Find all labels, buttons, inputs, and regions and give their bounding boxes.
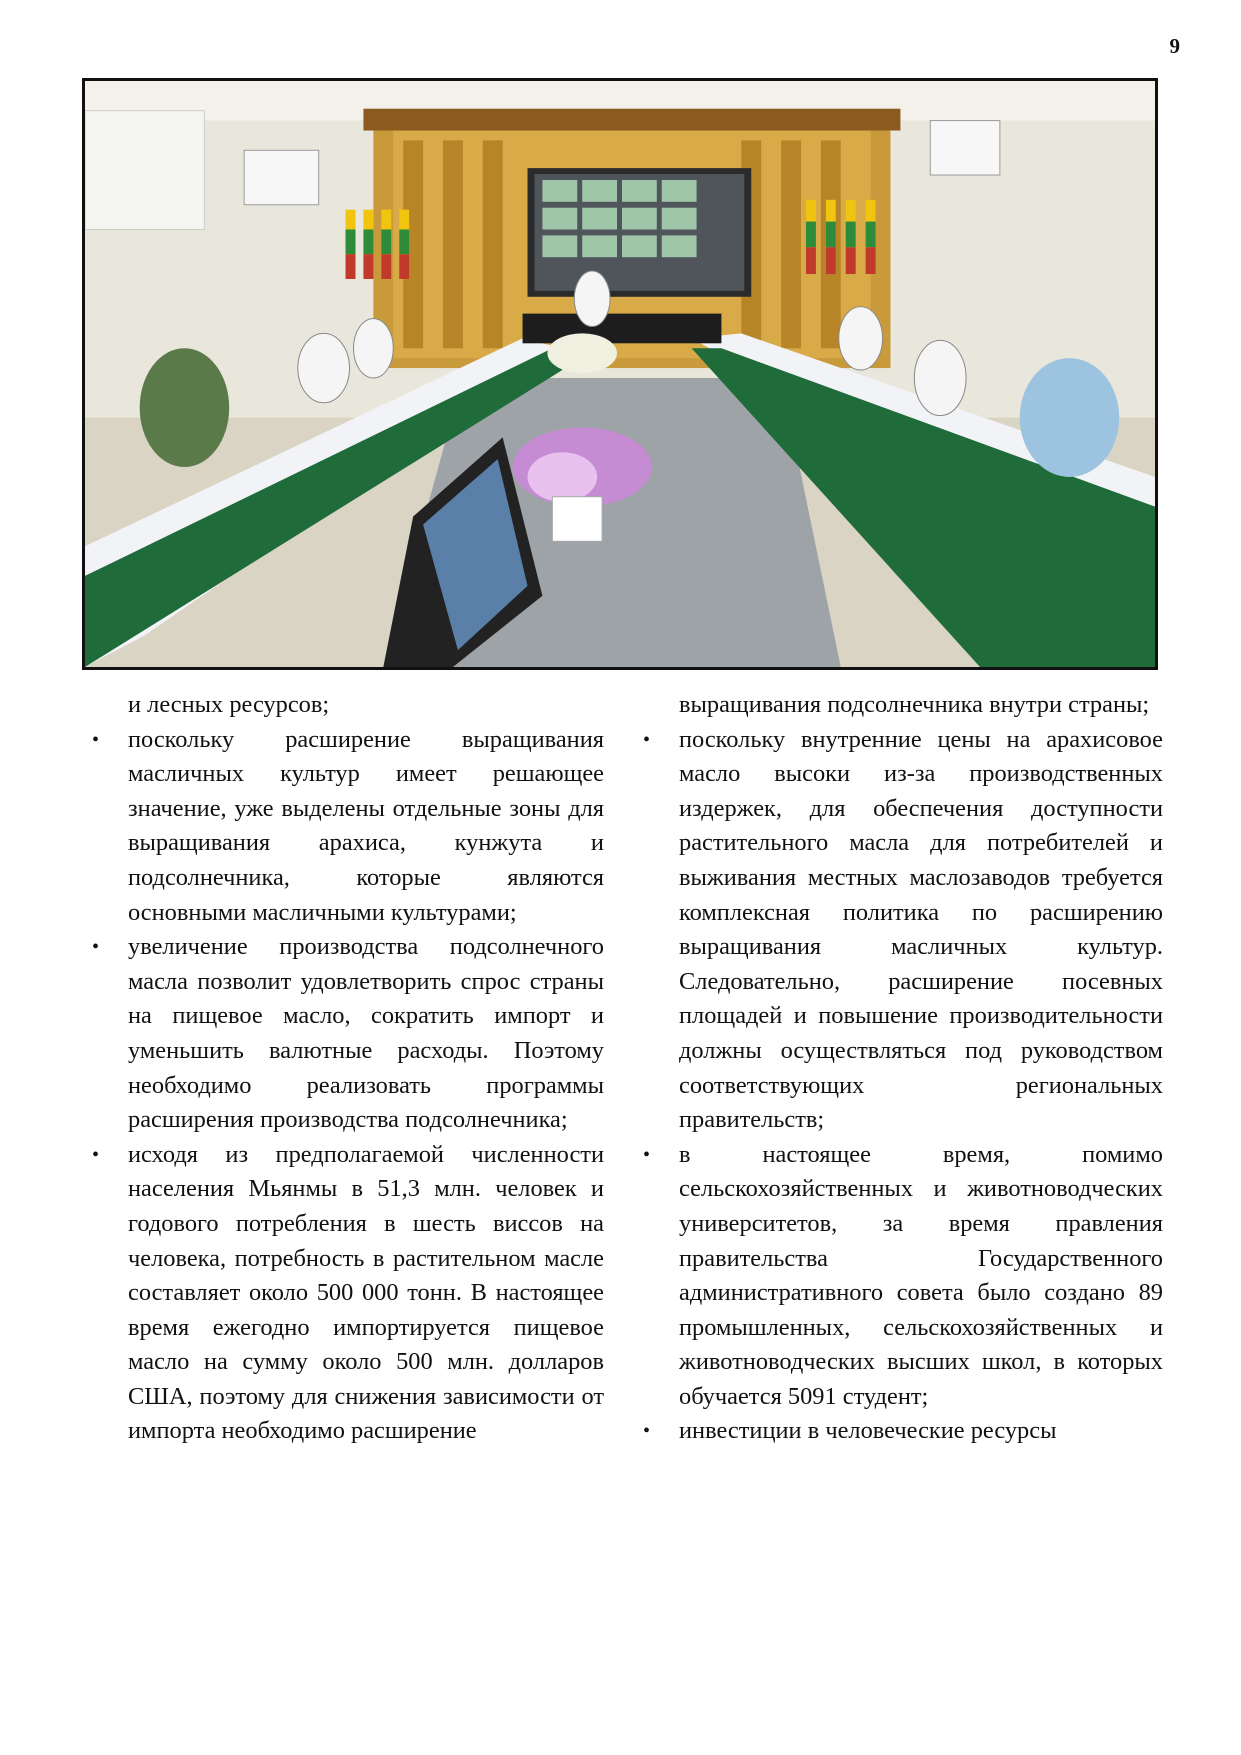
list-item [92,930,604,1138]
page-number: 9 [1169,34,1180,58]
list-item [643,723,1163,1138]
list-item [92,1138,604,1449]
list-item-text: исходя из предполагаемой численности населения Мьянмы в 51,3 млн. человек и годового потребления в шесть виссов на человека, потребность в растительном масле составляет около 500 000 тонн. В настоящее время ежегодно импортируется пищевое масло на сумму около 500 млн. долларов США, поэтому для снижения зависимости от импорта необходимо расширение [128,1140,604,1445]
bullet-icon: • [643,1420,651,1443]
left-text-column [92,688,604,1449]
bullet-icon: • [643,728,651,751]
bullet-icon: • [92,936,100,959]
list-item-text: поскольку расширение выращивания масличных культур имеет решающее значение, уже выделены отдельные зоны для выращивания арахиса, кунжута и подсолнечника, которые являются основными масличными культурами; [128,725,604,926]
list-item-text: и лесных ресурсов; [128,691,330,718]
list-item [643,1138,1163,1415]
list-item-text: поскольку внутренние цены на арахисовое масло высоки из-за производственных издержек, для обеспечения доступности растительного масла для потребителей и выживания местных маслозаводов требуется комплексная политика по расширению выращивания масличных культур. Следовательно, расширение посевных площадей и повышение производительности должны осуществляться под руководством соответствующих региональных правительств; [679,725,1163,1134]
list-item [643,688,1163,723]
list-item [92,723,604,931]
list-item-text: инвестиции в человеческие ресурсы [679,1417,1057,1445]
meeting-room-photo [82,78,1158,670]
meeting-photo-illustration [85,81,1155,667]
right-text-column [643,688,1163,1449]
list-item-text: увеличение производства подсолнечного масла позволит удовлетворить спрос страны на пищевое масло, сократить импорт и уменьшить валютные расходы. Поэтому необходимо реализовать программы расширения производства подсолнечника; [128,933,604,1134]
list-item-text: в настоящее время, помимо сельскохозяйственных и животноводческих университетов, за время правления правительства Государственного административного совета было создано 89 промышленных, сельскохозяйственных и животноводческих высших школ, в которых обучается 5091 студент; [679,1140,1163,1410]
list-item [643,1414,1163,1449]
bullet-icon: • [92,1143,100,1166]
bullet-icon: • [643,1143,651,1166]
bullet-icon: • [92,728,100,751]
list-item [92,688,604,723]
list-item-text: выращивания подсолнечника внутри страны; [679,691,1150,718]
